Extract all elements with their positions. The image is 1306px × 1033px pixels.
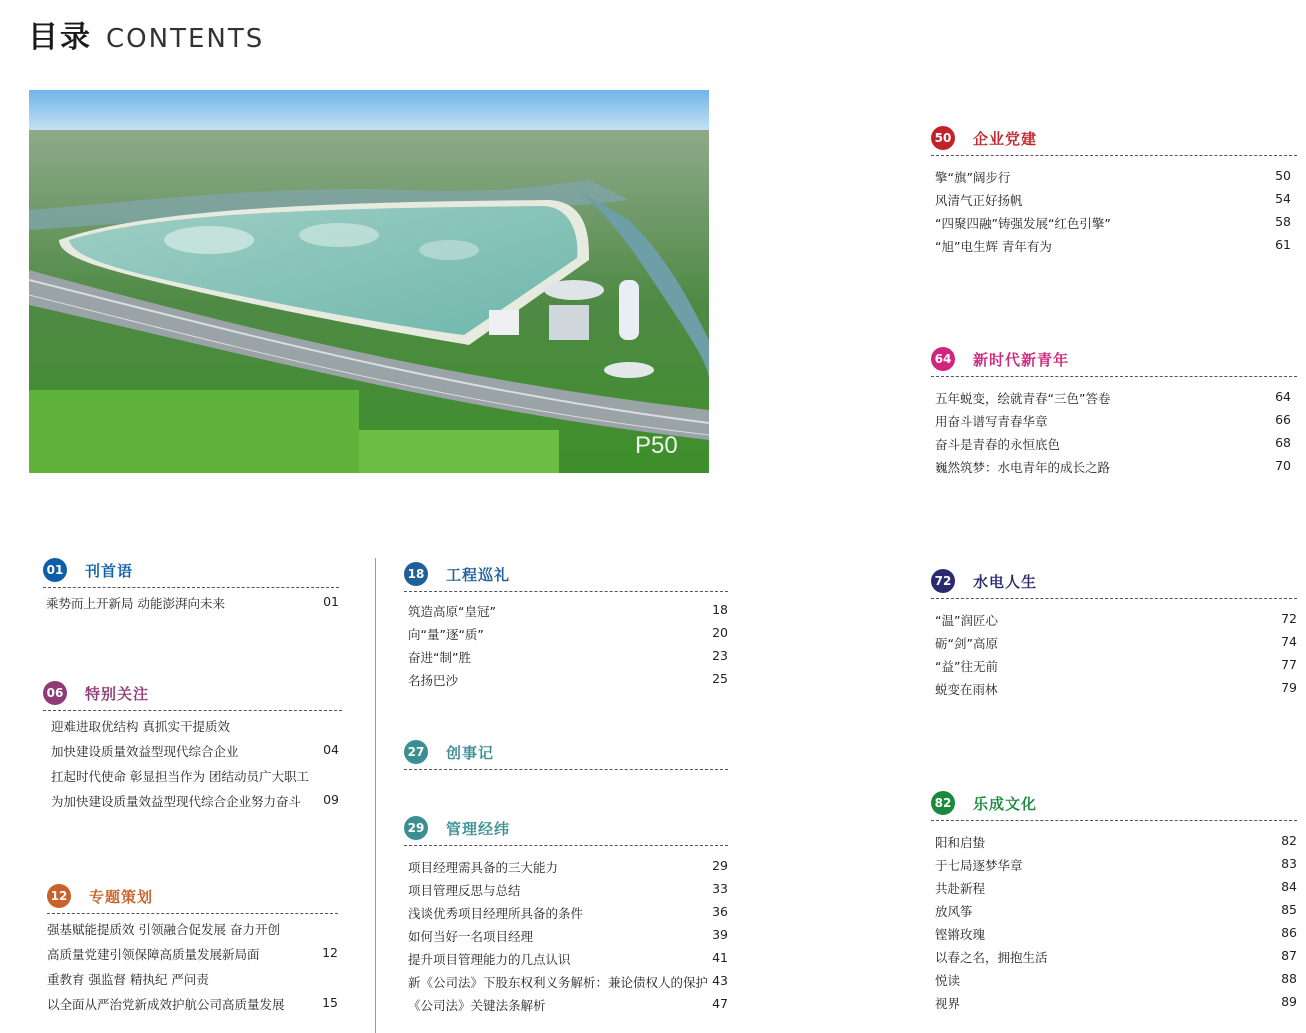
section-number-badge: 27 bbox=[404, 740, 428, 764]
section-50 bbox=[931, 125, 1297, 260]
section-number-badge: 18 bbox=[404, 562, 428, 586]
entry-title: 视界 bbox=[935, 996, 961, 1011]
section-27 bbox=[404, 739, 728, 770]
section-72 bbox=[931, 568, 1297, 703]
section-title: 水电人生 bbox=[973, 572, 1038, 591]
entry-title: 名扬巴沙 bbox=[408, 673, 459, 688]
toc-entry[interactable] bbox=[935, 925, 1297, 948]
entry-page: 88 bbox=[1281, 971, 1297, 986]
entry-page: 29 bbox=[712, 858, 728, 873]
section-29 bbox=[404, 815, 728, 1016]
section-18 bbox=[404, 561, 728, 694]
entry-page: 25 bbox=[712, 671, 728, 686]
title-en: CONTENTS bbox=[106, 24, 265, 54]
section-number-badge: 64 bbox=[931, 347, 955, 371]
entry-page: 86 bbox=[1281, 925, 1297, 940]
section-82 bbox=[931, 790, 1297, 1014]
entry-page: 77 bbox=[1281, 657, 1297, 672]
entry-page: 50 bbox=[1275, 168, 1291, 183]
entry-page: 09 bbox=[323, 792, 339, 807]
entry-page: 33 bbox=[712, 881, 728, 896]
toc-entry[interactable] bbox=[935, 168, 1291, 191]
entry-page: 01 bbox=[323, 594, 339, 609]
toc-entry[interactable] bbox=[408, 671, 728, 694]
entry-page: 12 bbox=[322, 945, 338, 960]
toc-entry[interactable] bbox=[51, 742, 339, 767]
toc-entry[interactable] bbox=[935, 856, 1297, 879]
entry-page: 61 bbox=[1275, 237, 1291, 252]
section-title: 乐成文化 bbox=[973, 794, 1038, 813]
section-title: 专题策划 bbox=[89, 887, 154, 906]
entry-page: 36 bbox=[712, 904, 728, 919]
toc-entry[interactable] bbox=[47, 920, 338, 945]
toc-entry[interactable] bbox=[46, 594, 339, 616]
toc-entry[interactable] bbox=[935, 237, 1291, 260]
toc-entry[interactable] bbox=[408, 996, 728, 1016]
entry-title: 砺“剑”高原 bbox=[935, 636, 998, 651]
toc-entry[interactable] bbox=[935, 214, 1291, 237]
entry-page: 04 bbox=[323, 742, 339, 757]
toc-entry[interactable] bbox=[935, 902, 1297, 925]
toc-entry[interactable] bbox=[47, 995, 338, 1020]
entry-title: 擎“旗”阔步行 bbox=[935, 170, 1011, 185]
entry-title: 向“量”逐“质” bbox=[408, 627, 484, 642]
entry-title: 铿锵玫瑰 bbox=[935, 927, 986, 942]
entry-title: 为加快建设质量效益型现代综合企业努力奋斗 bbox=[51, 794, 302, 809]
entry-page: 85 bbox=[1281, 902, 1297, 917]
dashed-divider bbox=[931, 155, 1297, 156]
toc-entry[interactable] bbox=[408, 625, 728, 648]
entry-page: 47 bbox=[712, 996, 728, 1011]
dashed-divider bbox=[931, 598, 1297, 599]
toc-entry[interactable] bbox=[408, 648, 728, 671]
entry-title: 扛起时代使命 彰显担当作为 团结动员广大职工 bbox=[51, 769, 309, 784]
entry-title: 巍然筑梦：水电青年的成长之路 bbox=[935, 460, 1111, 475]
entry-title: 蜕变在雨林 bbox=[935, 682, 998, 697]
toc-entry[interactable] bbox=[935, 412, 1291, 435]
entry-page: 84 bbox=[1281, 879, 1297, 894]
entry-title: 奋斗是青春的永恒底色 bbox=[935, 437, 1061, 452]
entry-page: 83 bbox=[1281, 856, 1297, 871]
entry-page: 15 bbox=[322, 995, 338, 1010]
section-number-badge: 50 bbox=[931, 126, 955, 150]
entry-page: 41 bbox=[712, 950, 728, 965]
entry-title: 《公司法》关键法条解析 bbox=[408, 998, 546, 1013]
entry-title: 放风筝 bbox=[935, 904, 973, 919]
entry-page: 18 bbox=[712, 602, 728, 617]
entry-title: 如何当好一名项目经理 bbox=[408, 929, 534, 944]
toc-entry[interactable] bbox=[935, 971, 1297, 994]
toc-entry[interactable] bbox=[935, 435, 1291, 458]
column-divider bbox=[375, 558, 376, 1033]
toc-entry[interactable] bbox=[935, 191, 1291, 214]
entry-title: “旭”电生辉 青年有为 bbox=[935, 239, 1052, 254]
entry-page: 23 bbox=[712, 648, 728, 663]
dashed-divider bbox=[931, 376, 1297, 377]
entry-title: 强基赋能提质效 引领融合促发展 奋力开创 bbox=[47, 922, 280, 937]
section-title: 创事记 bbox=[446, 743, 495, 762]
entry-title: 于七局逐梦华章 bbox=[935, 858, 1023, 873]
dashed-divider bbox=[404, 769, 728, 770]
dashed-divider bbox=[43, 587, 339, 588]
dashed-divider bbox=[404, 845, 728, 846]
entry-page: 82 bbox=[1281, 833, 1297, 848]
entry-title: 悦读 bbox=[935, 973, 961, 988]
entry-page: 39 bbox=[712, 927, 728, 942]
entry-title: 乘势而上开新局 动能澎湃向未来 bbox=[46, 596, 225, 611]
entry-title: 新《公司法》下股东权利义务解析：兼论债权人的保护 bbox=[408, 975, 709, 990]
entry-title: 共赴新程 bbox=[935, 881, 986, 896]
dashed-divider bbox=[47, 913, 338, 914]
section-title: 工程巡礼 bbox=[446, 565, 511, 584]
title-cn: 目录 bbox=[28, 20, 92, 55]
dashed-divider bbox=[43, 710, 342, 711]
section-number-badge: 01 bbox=[43, 558, 67, 582]
entry-title: “温”润匠心 bbox=[935, 613, 998, 628]
entry-page: 87 bbox=[1281, 948, 1297, 963]
entry-title: 以春之名，拥抱生活 bbox=[935, 950, 1048, 965]
section-number-badge: 29 bbox=[404, 816, 428, 840]
entry-title: 项目管理反思与总结 bbox=[408, 883, 521, 898]
toc-entry[interactable] bbox=[935, 948, 1297, 971]
toc-entry[interactable] bbox=[935, 833, 1297, 856]
section-number-badge: 72 bbox=[931, 569, 955, 593]
toc-entry[interactable] bbox=[935, 994, 1297, 1014]
entry-page: 70 bbox=[1275, 458, 1291, 473]
toc-entry[interactable] bbox=[47, 970, 338, 995]
toc-entry[interactable] bbox=[408, 858, 728, 881]
entry-title: 奋进“制”胜 bbox=[408, 650, 471, 665]
aerial-reservoir-photo bbox=[29, 90, 709, 473]
dashed-divider bbox=[931, 820, 1297, 821]
entry-title: 重教育 强监督 精执纪 严问责 bbox=[47, 972, 209, 987]
entry-page: 66 bbox=[1275, 412, 1291, 427]
toc-entry[interactable] bbox=[935, 879, 1297, 902]
toc-entry[interactable] bbox=[51, 792, 339, 817]
entry-title: 浅谈优秀项目经理所具备的条件 bbox=[408, 906, 584, 921]
toc-entry[interactable] bbox=[408, 950, 728, 973]
entry-title: 提升项目管理能力的几点认识 bbox=[408, 952, 571, 967]
section-title: 刊首语 bbox=[85, 561, 134, 580]
entry-title: 五年蜕变，绘就青春“三色”答卷 bbox=[935, 391, 1111, 406]
photo-page-label: P50 bbox=[635, 432, 678, 459]
toc-entry[interactable] bbox=[935, 458, 1291, 481]
toc-entry[interactable] bbox=[408, 973, 728, 996]
section-title: 新时代新青年 bbox=[973, 350, 1070, 369]
entry-title: “益”往无前 bbox=[935, 659, 998, 674]
entry-title: 用奋斗谱写青春华章 bbox=[935, 414, 1048, 429]
section-title: 管理经纬 bbox=[446, 819, 511, 838]
entry-title: 高质量党建引领保障高质量发展新局面 bbox=[47, 947, 260, 962]
entry-title: 加快建设质量效益型现代综合企业 bbox=[51, 744, 239, 759]
toc-entry[interactable] bbox=[935, 657, 1297, 680]
toc-entry[interactable] bbox=[935, 680, 1297, 703]
entry-title: 项目经理需具备的三大能力 bbox=[408, 860, 559, 875]
section-number-badge: 82 bbox=[931, 791, 955, 815]
entry-page: 74 bbox=[1281, 634, 1297, 649]
entry-title: 阳和启蛰 bbox=[935, 835, 986, 850]
section-06 bbox=[43, 680, 342, 817]
section-12 bbox=[47, 883, 338, 1020]
entry-title: 以全面从严治党新成效护航公司高质量发展 bbox=[47, 997, 285, 1012]
entry-page: 43 bbox=[712, 973, 728, 988]
toc-entry[interactable] bbox=[51, 767, 339, 792]
entry-title: 风清气正好扬帆 bbox=[935, 193, 1023, 208]
entry-page: 20 bbox=[712, 625, 728, 640]
section-title: 企业党建 bbox=[973, 129, 1038, 148]
section-number-badge: 06 bbox=[43, 681, 67, 705]
toc-entry[interactable] bbox=[935, 389, 1291, 412]
toc-entry[interactable] bbox=[935, 634, 1297, 657]
toc-entry[interactable] bbox=[47, 945, 338, 970]
entry-title: “四聚四融”铸强发展“红色引擎” bbox=[935, 216, 1111, 231]
entry-page: 68 bbox=[1275, 435, 1291, 450]
entry-title: 迎难进取优结构 真抓实干提质效 bbox=[51, 719, 230, 734]
entry-page: 89 bbox=[1281, 994, 1297, 1009]
entry-page: 58 bbox=[1275, 214, 1291, 229]
toc-entry[interactable] bbox=[408, 881, 728, 904]
toc-entry[interactable] bbox=[408, 904, 728, 927]
toc-entry[interactable] bbox=[51, 717, 339, 742]
toc-entry[interactable] bbox=[935, 611, 1297, 634]
dashed-divider bbox=[404, 591, 728, 592]
toc-entry[interactable] bbox=[408, 927, 728, 950]
entry-page: 54 bbox=[1275, 191, 1291, 206]
section-01 bbox=[43, 557, 339, 616]
section-64 bbox=[931, 346, 1297, 481]
entry-title: 筑造高原“皇冠” bbox=[408, 604, 496, 619]
page-title bbox=[28, 12, 264, 56]
section-number-badge: 12 bbox=[47, 884, 71, 908]
entry-page: 72 bbox=[1281, 611, 1297, 626]
section-title: 特别关注 bbox=[85, 684, 150, 703]
toc-entry[interactable] bbox=[408, 602, 728, 625]
entry-page: 79 bbox=[1281, 680, 1297, 695]
entry-page: 64 bbox=[1275, 389, 1291, 404]
